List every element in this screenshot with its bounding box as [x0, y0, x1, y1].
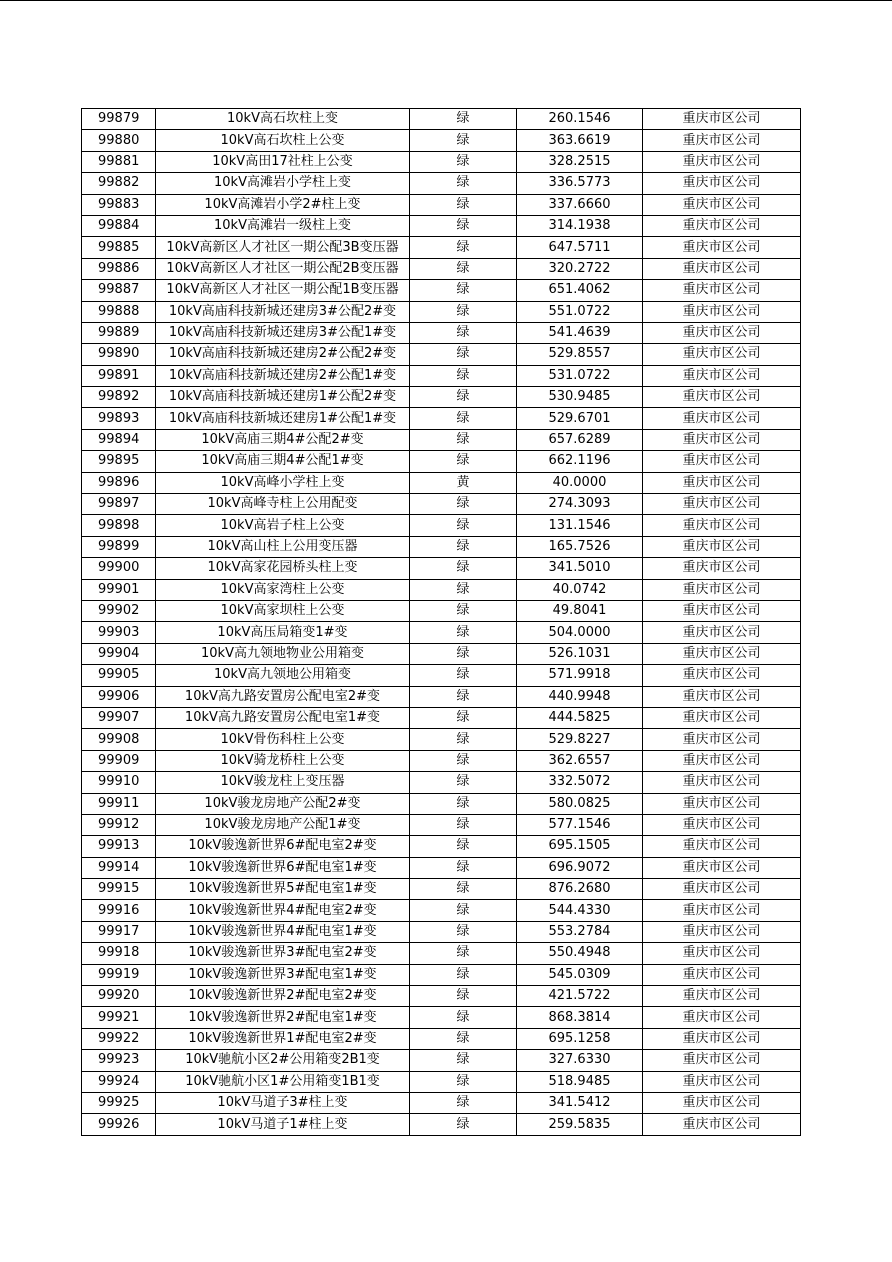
cell-id: 99901 — [82, 579, 156, 600]
cell-transformer-name: 10kV骏逸新世界6#配电室2#变 — [156, 836, 410, 857]
cell-id: 99903 — [82, 622, 156, 643]
table-row — [82, 836, 801, 857]
cell-id: 99885 — [82, 237, 156, 258]
cell-status: 绿 — [410, 536, 517, 557]
cell-transformer-name: 10kV骏逸新世界5#配电室1#变 — [156, 879, 410, 900]
cell-id: 99893 — [82, 408, 156, 429]
cell-transformer-name: 10kV骏逸新世界3#配电室1#变 — [156, 964, 410, 985]
cell-transformer-name: 10kV马道子1#柱上变 — [156, 1114, 410, 1135]
cell-id: 99910 — [82, 772, 156, 793]
cell-transformer-name: 10kV骑龙桥柱上公变 — [156, 750, 410, 771]
table-row — [82, 622, 801, 643]
table-row — [82, 558, 801, 579]
table-row — [82, 900, 801, 921]
page-top-border — [0, 0, 892, 1]
cell-value: 40.0000 — [517, 472, 643, 493]
cell-transformer-name: 10kV骏龙柱上变压器 — [156, 772, 410, 793]
table-row — [82, 1092, 801, 1113]
cell-transformer-name: 10kV高家花园桥头柱上变 — [156, 558, 410, 579]
cell-value: 544.4330 — [517, 900, 643, 921]
cell-transformer-name: 10kV骏逸新世界3#配电室2#变 — [156, 943, 410, 964]
cell-id: 99896 — [82, 472, 156, 493]
table-row — [82, 1071, 801, 1092]
cell-company: 重庆市区公司 — [643, 301, 801, 322]
cell-value: 314.1938 — [517, 215, 643, 236]
cell-status: 绿 — [410, 151, 517, 172]
cell-company: 重庆市区公司 — [643, 772, 801, 793]
cell-company: 重庆市区公司 — [643, 836, 801, 857]
cell-transformer-name: 10kV高滩岩小学2#柱上变 — [156, 194, 410, 215]
cell-status: 绿 — [410, 900, 517, 921]
cell-value: 328.2515 — [517, 151, 643, 172]
cell-transformer-name: 10kV骏逸新世界6#配电室1#变 — [156, 857, 410, 878]
cell-status: 绿 — [410, 622, 517, 643]
cell-transformer-name: 10kV高庙科技新城还建房2#公配1#变 — [156, 365, 410, 386]
cell-company: 重庆市区公司 — [643, 109, 801, 130]
table-row — [82, 451, 801, 472]
cell-status: 绿 — [410, 921, 517, 942]
cell-company: 重庆市区公司 — [643, 729, 801, 750]
table-row — [82, 1050, 801, 1071]
cell-company: 重庆市区公司 — [643, 280, 801, 301]
cell-status: 绿 — [410, 194, 517, 215]
cell-company: 重庆市区公司 — [643, 130, 801, 151]
cell-company: 重庆市区公司 — [643, 686, 801, 707]
cell-value: 580.0825 — [517, 793, 643, 814]
cell-transformer-name: 10kV驰航小区2#公用箱变2B1变 — [156, 1050, 410, 1071]
cell-company: 重庆市区公司 — [643, 258, 801, 279]
cell-value: 131.1546 — [517, 515, 643, 536]
cell-value: 876.2680 — [517, 879, 643, 900]
cell-id: 99909 — [82, 750, 156, 771]
table-row — [82, 515, 801, 536]
cell-id: 99891 — [82, 365, 156, 386]
cell-id: 99892 — [82, 387, 156, 408]
cell-transformer-name: 10kV高岩子柱上公变 — [156, 515, 410, 536]
cell-id: 99883 — [82, 194, 156, 215]
cell-id: 99900 — [82, 558, 156, 579]
cell-status: 绿 — [410, 643, 517, 664]
cell-transformer-name: 10kV高九领地公用箱变 — [156, 665, 410, 686]
cell-transformer-name: 10kV高九路安置房公配电室1#变 — [156, 707, 410, 728]
cell-transformer-name: 10kV高家坝柱上公变 — [156, 600, 410, 621]
cell-status: 绿 — [410, 1050, 517, 1071]
cell-company: 重庆市区公司 — [643, 943, 801, 964]
table-row — [82, 365, 801, 386]
cell-status: 绿 — [410, 451, 517, 472]
cell-transformer-name: 10kV驰航小区1#公用箱变1B1变 — [156, 1071, 410, 1092]
cell-company: 重庆市区公司 — [643, 173, 801, 194]
table-row — [82, 793, 801, 814]
cell-company: 重庆市区公司 — [643, 643, 801, 664]
table-row — [82, 986, 801, 1007]
table-row — [82, 536, 801, 557]
table-row — [82, 1114, 801, 1135]
table-row — [82, 215, 801, 236]
cell-id: 99887 — [82, 280, 156, 301]
cell-company: 重庆市区公司 — [643, 579, 801, 600]
cell-transformer-name: 10kV高峰寺柱上公用配变 — [156, 494, 410, 515]
cell-transformer-name: 10kV骏逸新世界4#配电室1#变 — [156, 921, 410, 942]
cell-transformer-name: 10kV高滩岩小学柱上变 — [156, 173, 410, 194]
cell-company: 重庆市区公司 — [643, 365, 801, 386]
cell-id: 99926 — [82, 1114, 156, 1135]
cell-id: 99898 — [82, 515, 156, 536]
table-row — [82, 665, 801, 686]
cell-id: 99916 — [82, 900, 156, 921]
cell-company: 重庆市区公司 — [643, 387, 801, 408]
table-row — [82, 429, 801, 450]
cell-value: 550.4948 — [517, 943, 643, 964]
cell-company: 重庆市区公司 — [643, 707, 801, 728]
table-row — [82, 322, 801, 343]
cell-value: 571.9918 — [517, 665, 643, 686]
table-row — [82, 943, 801, 964]
cell-id: 99902 — [82, 600, 156, 621]
cell-transformer-name: 10kV高压局箱变1#变 — [156, 622, 410, 643]
cell-status: 绿 — [410, 793, 517, 814]
cell-id: 99920 — [82, 986, 156, 1007]
cell-company: 重庆市区公司 — [643, 344, 801, 365]
cell-company: 重庆市区公司 — [643, 1050, 801, 1071]
cell-status: 绿 — [410, 707, 517, 728]
cell-status: 绿 — [410, 258, 517, 279]
cell-company: 重庆市区公司 — [643, 1114, 801, 1135]
table-row — [82, 579, 801, 600]
cell-id: 99922 — [82, 1028, 156, 1049]
cell-id: 99918 — [82, 943, 156, 964]
cell-transformer-name: 10kV骏逸新世界2#配电室1#变 — [156, 1007, 410, 1028]
cell-value: 531.0722 — [517, 365, 643, 386]
cell-value: 651.4062 — [517, 280, 643, 301]
cell-company: 重庆市区公司 — [643, 408, 801, 429]
cell-id: 99908 — [82, 729, 156, 750]
cell-transformer-name: 10kV骏逸新世界4#配电室2#变 — [156, 900, 410, 921]
cell-value: 695.1505 — [517, 836, 643, 857]
cell-transformer-name: 10kV骏逸新世界1#配电室2#变 — [156, 1028, 410, 1049]
cell-value: 662.1196 — [517, 451, 643, 472]
cell-value: 440.9948 — [517, 686, 643, 707]
cell-id: 99904 — [82, 643, 156, 664]
cell-value: 327.6330 — [517, 1050, 643, 1071]
cell-transformer-name: 10kV高田17社柱上公变 — [156, 151, 410, 172]
table-row — [82, 387, 801, 408]
cell-value: 526.1031 — [517, 643, 643, 664]
cell-company: 重庆市区公司 — [643, 194, 801, 215]
cell-status: 绿 — [410, 1071, 517, 1092]
cell-transformer-name: 10kV高新区人才社区一期公配3B变压器 — [156, 237, 410, 258]
cell-status: 绿 — [410, 1007, 517, 1028]
cell-transformer-name: 10kV骏龙房地产公配1#变 — [156, 814, 410, 835]
cell-company: 重庆市区公司 — [643, 964, 801, 985]
table-row — [82, 750, 801, 771]
cell-status: 绿 — [410, 686, 517, 707]
cell-value: 529.6701 — [517, 408, 643, 429]
cell-status: 绿 — [410, 429, 517, 450]
cell-transformer-name: 10kV骨伤科柱上公变 — [156, 729, 410, 750]
cell-status: 绿 — [410, 1028, 517, 1049]
table-row — [82, 921, 801, 942]
cell-company: 重庆市区公司 — [643, 622, 801, 643]
cell-value: 541.4639 — [517, 322, 643, 343]
cell-id: 99925 — [82, 1092, 156, 1113]
cell-id: 99882 — [82, 173, 156, 194]
cell-status: 绿 — [410, 1114, 517, 1135]
cell-company: 重庆市区公司 — [643, 793, 801, 814]
cell-company: 重庆市区公司 — [643, 451, 801, 472]
cell-status: 绿 — [410, 408, 517, 429]
cell-status: 绿 — [410, 579, 517, 600]
cell-company: 重庆市区公司 — [643, 429, 801, 450]
cell-value: 49.8041 — [517, 600, 643, 621]
table-row — [82, 173, 801, 194]
cell-value: 647.5711 — [517, 237, 643, 258]
table-row — [82, 600, 801, 621]
table-row — [82, 109, 801, 130]
cell-company: 重庆市区公司 — [643, 600, 801, 621]
cell-id: 99889 — [82, 322, 156, 343]
cell-status: 绿 — [410, 301, 517, 322]
table-row — [82, 151, 801, 172]
cell-company: 重庆市区公司 — [643, 558, 801, 579]
cell-transformer-name: 10kV高家湾柱上公变 — [156, 579, 410, 600]
table-row — [82, 494, 801, 515]
cell-transformer-name: 10kV高新区人才社区一期公配2B变压器 — [156, 258, 410, 279]
cell-id: 99888 — [82, 301, 156, 322]
cell-status: 绿 — [410, 494, 517, 515]
cell-id: 99917 — [82, 921, 156, 942]
cell-value: 545.0309 — [517, 964, 643, 985]
table-row — [82, 686, 801, 707]
cell-status: 绿 — [410, 964, 517, 985]
cell-status: 绿 — [410, 109, 517, 130]
cell-value: 274.3093 — [517, 494, 643, 515]
cell-transformer-name: 10kV高庙科技新城还建房2#公配2#变 — [156, 344, 410, 365]
cell-id: 99881 — [82, 151, 156, 172]
cell-value: 341.5412 — [517, 1092, 643, 1113]
cell-status: 绿 — [410, 879, 517, 900]
cell-company: 重庆市区公司 — [643, 921, 801, 942]
cell-company: 重庆市区公司 — [643, 151, 801, 172]
table-row — [82, 707, 801, 728]
cell-value: 337.6660 — [517, 194, 643, 215]
cell-status: 绿 — [410, 986, 517, 1007]
cell-status: 绿 — [410, 387, 517, 408]
cell-id: 99894 — [82, 429, 156, 450]
cell-id: 99890 — [82, 344, 156, 365]
cell-transformer-name: 10kV高石坎柱上变 — [156, 109, 410, 130]
cell-id: 99899 — [82, 536, 156, 557]
cell-id: 99886 — [82, 258, 156, 279]
cell-status: 绿 — [410, 836, 517, 857]
cell-value: 696.9072 — [517, 857, 643, 878]
cell-status: 绿 — [410, 215, 517, 236]
cell-company: 重庆市区公司 — [643, 322, 801, 343]
cell-id: 99924 — [82, 1071, 156, 1092]
cell-transformer-name: 10kV高滩岩一级柱上变 — [156, 215, 410, 236]
cell-status: 黄 — [410, 472, 517, 493]
table-row — [82, 258, 801, 279]
cell-status: 绿 — [410, 237, 517, 258]
cell-transformer-name: 10kV马道子3#柱上变 — [156, 1092, 410, 1113]
cell-company: 重庆市区公司 — [643, 814, 801, 835]
cell-transformer-name: 10kV高新区人才社区一期公配1B变压器 — [156, 280, 410, 301]
cell-status: 绿 — [410, 772, 517, 793]
cell-transformer-name: 10kV高庙科技新城还建房1#公配1#变 — [156, 408, 410, 429]
cell-status: 绿 — [410, 600, 517, 621]
cell-transformer-name: 10kV高山柱上公用变压器 — [156, 536, 410, 557]
table-row — [82, 472, 801, 493]
cell-status: 绿 — [410, 1092, 517, 1113]
table-row — [82, 814, 801, 835]
cell-value: 444.5825 — [517, 707, 643, 728]
cell-value: 341.5010 — [517, 558, 643, 579]
table-row — [82, 280, 801, 301]
cell-company: 重庆市区公司 — [643, 857, 801, 878]
table-row — [82, 408, 801, 429]
cell-transformer-name: 10kV骏龙房地产公配2#变 — [156, 793, 410, 814]
cell-status: 绿 — [410, 814, 517, 835]
table-row — [82, 964, 801, 985]
cell-value: 529.8557 — [517, 344, 643, 365]
cell-id: 99897 — [82, 494, 156, 515]
cell-transformer-name: 10kV高九路安置房公配电室2#变 — [156, 686, 410, 707]
cell-value: 332.5072 — [517, 772, 643, 793]
table-row — [82, 130, 801, 151]
cell-value: 336.5773 — [517, 173, 643, 194]
cell-company: 重庆市区公司 — [643, 1028, 801, 1049]
cell-company: 重庆市区公司 — [643, 494, 801, 515]
cell-status: 绿 — [410, 280, 517, 301]
cell-value: 40.0742 — [517, 579, 643, 600]
cell-value: 553.2784 — [517, 921, 643, 942]
cell-status: 绿 — [410, 750, 517, 771]
cell-status: 绿 — [410, 943, 517, 964]
table-body — [82, 109, 801, 1136]
cell-transformer-name: 10kV高庙三期4#公配1#变 — [156, 451, 410, 472]
cell-value: 362.6557 — [517, 750, 643, 771]
cell-id: 99915 — [82, 879, 156, 900]
cell-id: 99913 — [82, 836, 156, 857]
cell-company: 重庆市区公司 — [643, 237, 801, 258]
cell-id: 99914 — [82, 857, 156, 878]
cell-status: 绿 — [410, 665, 517, 686]
cell-value: 657.6289 — [517, 429, 643, 450]
cell-id: 99906 — [82, 686, 156, 707]
cell-id: 99895 — [82, 451, 156, 472]
cell-id: 99880 — [82, 130, 156, 151]
table-row — [82, 237, 801, 258]
cell-status: 绿 — [410, 173, 517, 194]
cell-value: 551.0722 — [517, 301, 643, 322]
cell-value: 504.0000 — [517, 622, 643, 643]
table-row — [82, 344, 801, 365]
cell-transformer-name: 10kV高庙科技新城还建房1#公配2#变 — [156, 387, 410, 408]
cell-value: 363.6619 — [517, 130, 643, 151]
cell-status: 绿 — [410, 558, 517, 579]
cell-value: 259.5835 — [517, 1114, 643, 1135]
cell-company: 重庆市区公司 — [643, 1007, 801, 1028]
cell-value: 695.1258 — [517, 1028, 643, 1049]
cell-transformer-name: 10kV高庙科技新城还建房3#公配1#变 — [156, 322, 410, 343]
cell-company: 重庆市区公司 — [643, 215, 801, 236]
cell-company: 重庆市区公司 — [643, 750, 801, 771]
cell-id: 99907 — [82, 707, 156, 728]
cell-status: 绿 — [410, 857, 517, 878]
cell-status: 绿 — [410, 322, 517, 343]
cell-transformer-name: 10kV高庙三期4#公配2#变 — [156, 429, 410, 450]
cell-company: 重庆市区公司 — [643, 1092, 801, 1113]
cell-company: 重庆市区公司 — [643, 536, 801, 557]
data-table — [81, 108, 801, 1136]
cell-value: 518.9485 — [517, 1071, 643, 1092]
cell-transformer-name: 10kV骏逸新世界2#配电室2#变 — [156, 986, 410, 1007]
table-row — [82, 643, 801, 664]
cell-transformer-name: 10kV高庙科技新城还建房3#公配2#变 — [156, 301, 410, 322]
cell-id: 99879 — [82, 109, 156, 130]
cell-company: 重庆市区公司 — [643, 900, 801, 921]
cell-company: 重庆市区公司 — [643, 986, 801, 1007]
cell-status: 绿 — [410, 344, 517, 365]
cell-company: 重庆市区公司 — [643, 472, 801, 493]
cell-value: 868.3814 — [517, 1007, 643, 1028]
table-row — [82, 729, 801, 750]
cell-company: 重庆市区公司 — [643, 879, 801, 900]
cell-id: 99912 — [82, 814, 156, 835]
cell-value: 260.1546 — [517, 109, 643, 130]
cell-transformer-name: 10kV高峰小学柱上变 — [156, 472, 410, 493]
cell-id: 99919 — [82, 964, 156, 985]
cell-id: 99923 — [82, 1050, 156, 1071]
table-row — [82, 857, 801, 878]
cell-value: 421.5722 — [517, 986, 643, 1007]
cell-value: 320.2722 — [517, 258, 643, 279]
cell-id: 99884 — [82, 215, 156, 236]
table-row — [82, 772, 801, 793]
table-row — [82, 1028, 801, 1049]
cell-company: 重庆市区公司 — [643, 1071, 801, 1092]
cell-status: 绿 — [410, 365, 517, 386]
cell-value: 165.7526 — [517, 536, 643, 557]
cell-transformer-name: 10kV高九领地物业公用箱变 — [156, 643, 410, 664]
cell-status: 绿 — [410, 729, 517, 750]
cell-value: 530.9485 — [517, 387, 643, 408]
cell-id: 99911 — [82, 793, 156, 814]
cell-status: 绿 — [410, 130, 517, 151]
cell-value: 529.8227 — [517, 729, 643, 750]
table-row — [82, 879, 801, 900]
cell-company: 重庆市区公司 — [643, 665, 801, 686]
cell-status: 绿 — [410, 515, 517, 536]
cell-id: 99921 — [82, 1007, 156, 1028]
cell-transformer-name: 10kV高石坎柱上公变 — [156, 130, 410, 151]
cell-company: 重庆市区公司 — [643, 515, 801, 536]
table-row — [82, 1007, 801, 1028]
cell-value: 577.1546 — [517, 814, 643, 835]
table-row — [82, 194, 801, 215]
cell-id: 99905 — [82, 665, 156, 686]
table-row — [82, 301, 801, 322]
